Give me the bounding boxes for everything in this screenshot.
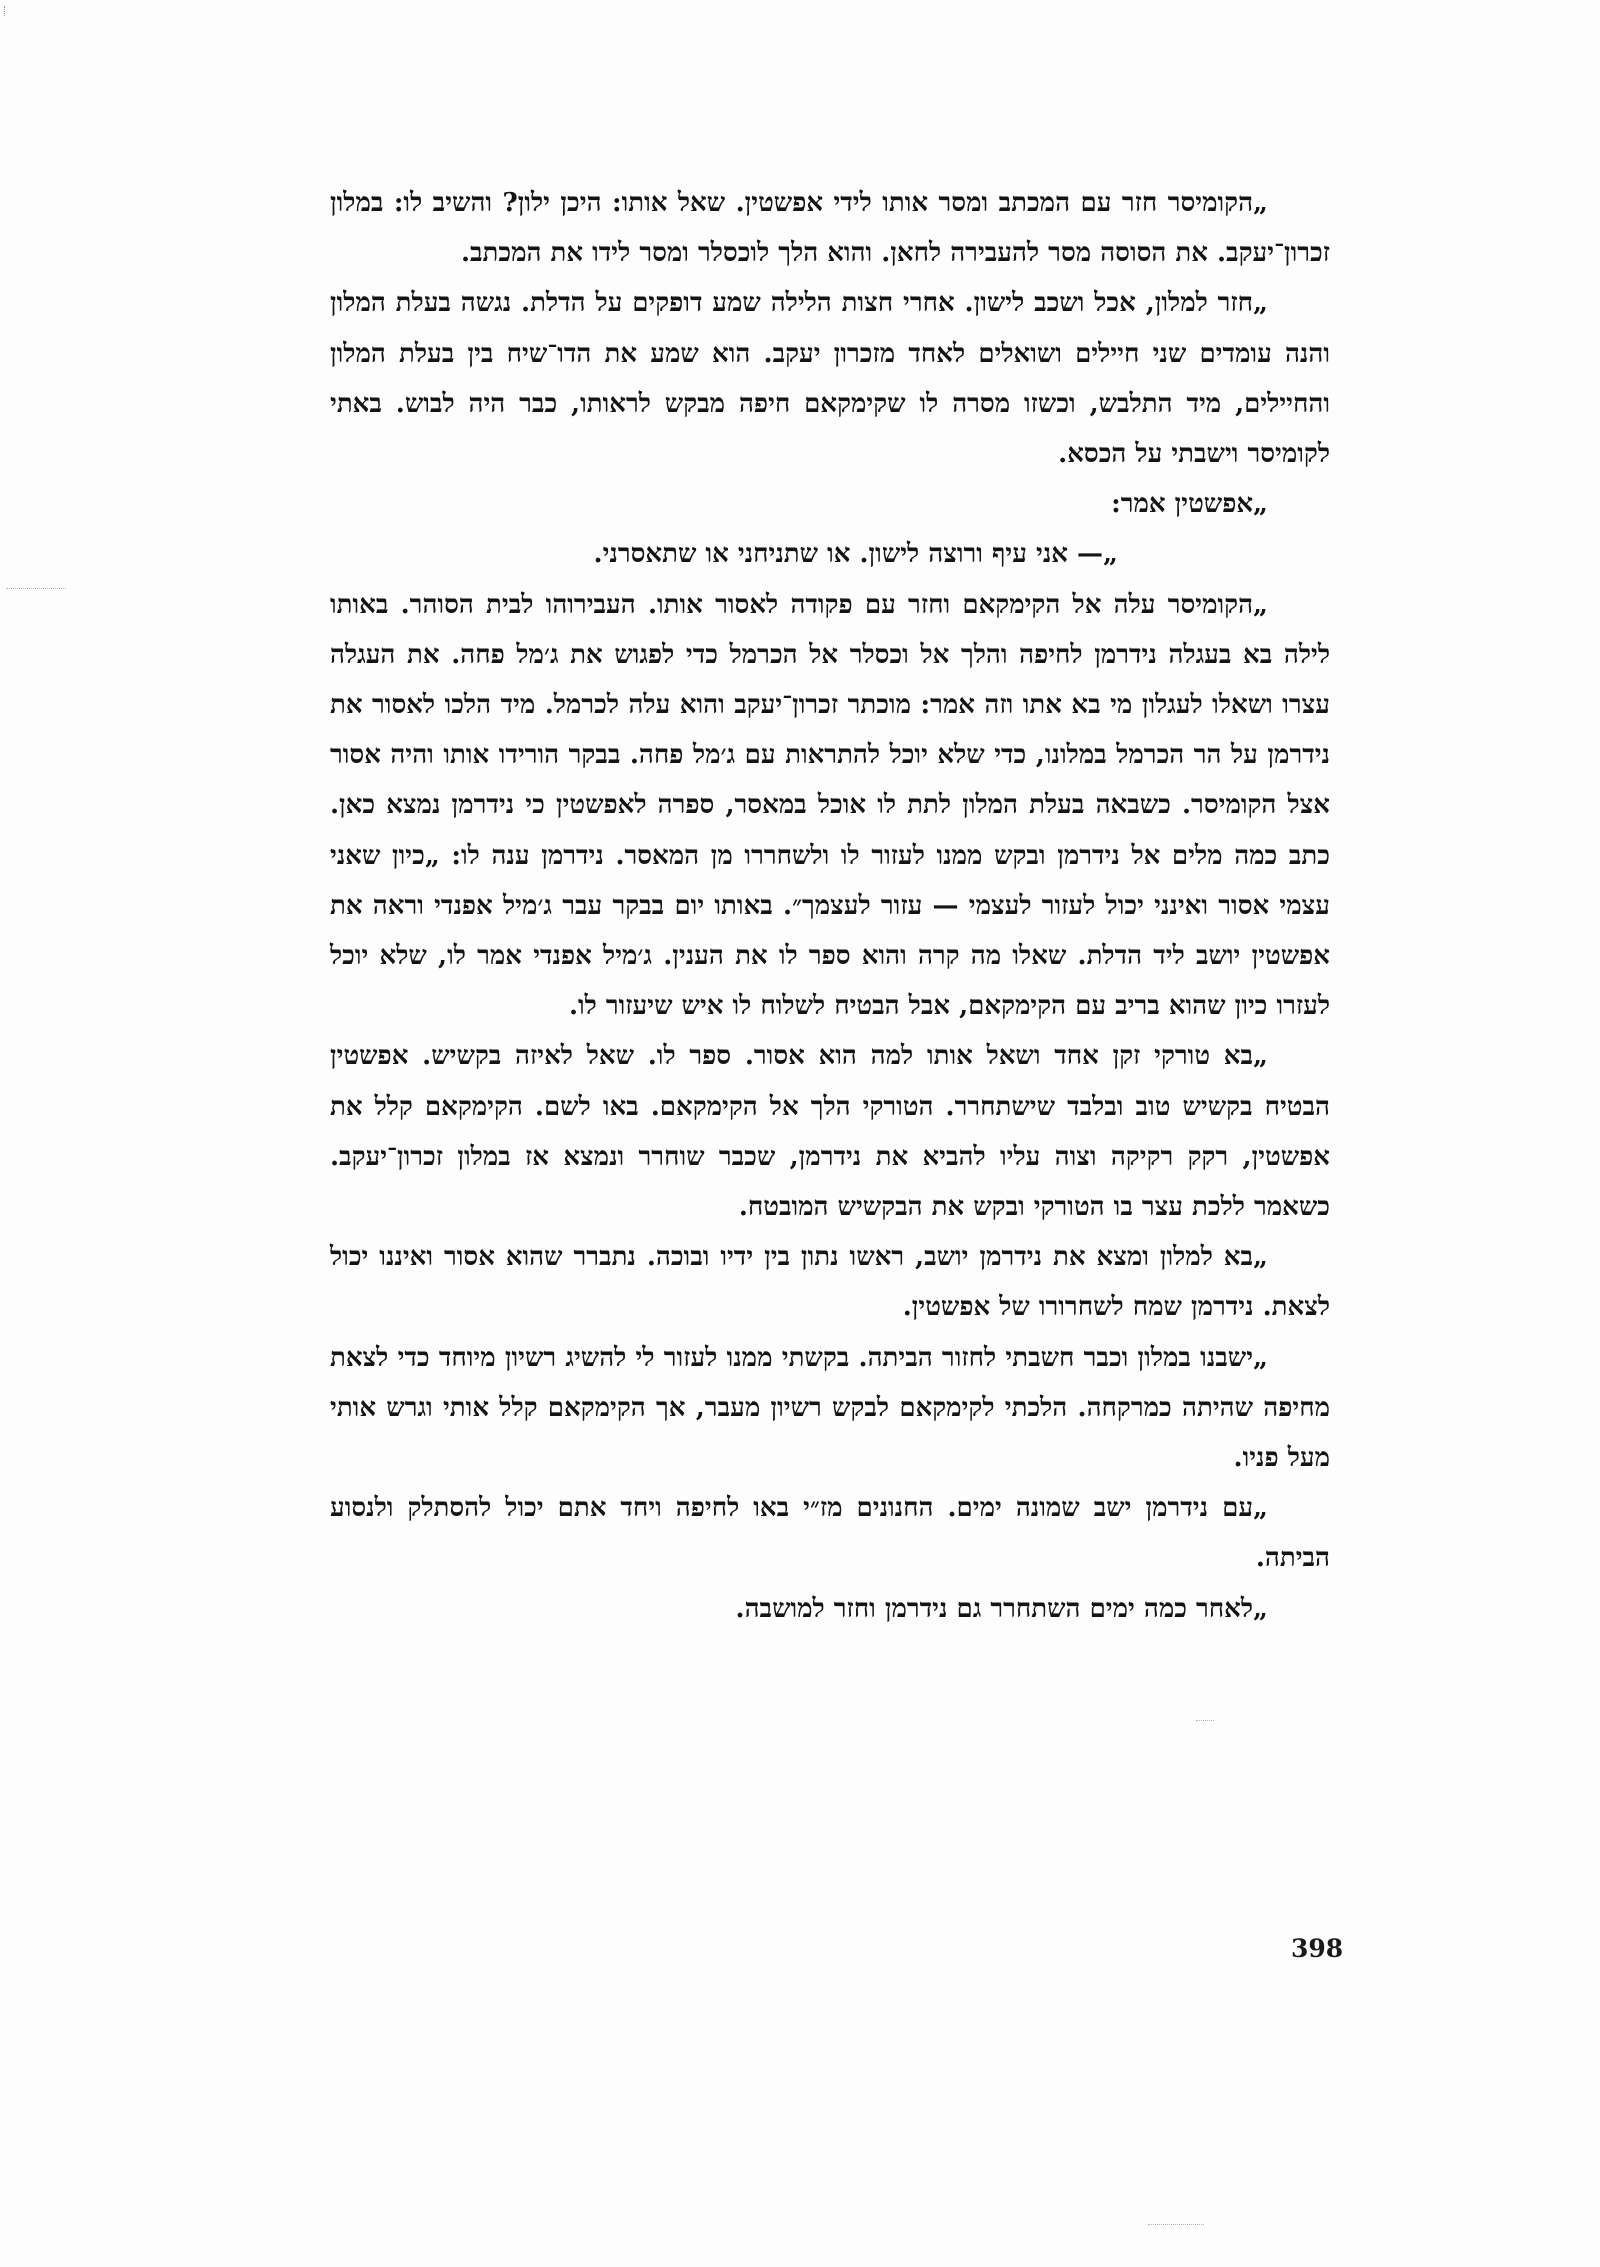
- paragraph: „אפשטין אמר:: [1111, 489, 1268, 520]
- paragraph: „הקומיסר חזר עם המכתב ומסר אותו לידי אפשטין. שאל אותו: היכן ילון? והשיב לו: במלון זכרון־יעקב. את הסוסה מסר להעבירה לחאן. והוא הלך לוכסלר ומסר לידו את המכתב.: [330, 188, 1330, 269]
- paragraph: „בא למלון ומצא את נידרמן יושב, ראשו נתון בין ידיו ובוכה. נתברר שהוא אסור ואיננו יכול לצאת. נידרמן שמח לשחרורו של אפשטין.: [330, 1242, 1330, 1323]
- corner-scan-mark: [4, 6, 11, 16]
- paragraph: „ישבנו במלון וכבר חשבתי לחזור הביתה. בקשתי ממנו לעזור לי להשיג רשיון מיוחד כדי לצאת מחיפה שהיתה כמרקחה. הלכתי לקימקאם לבקש רשיון מעבר, אך הקימקאם קלל אותי וגרש אותי מעל פניו.: [330, 1342, 1330, 1474]
- bottom-scan-mark: [1148, 2224, 1204, 2225]
- paragraph: „בא טורקי זקן אחד ושאל אותו למה הוא אסור. ספר לו. שאל לאיזה בקשיש. אפשטין הבטיח בקשיש טוב ובלבד שישתחרר. הטורקי הלך אל הקימקאם. באו לשם. הקימקאם קלל את אפשטין, רקק רקיקה וצוה עליו להביא את נידרמן, שכבר שוחרר ונמצא אז במלון זכרון־יעקב. כשאמר ללכת עצר בו הטורקי ובקש את הבקשיש המובטח.: [330, 1041, 1330, 1223]
- paragraph: „חזר למלון, אכל ושכב לישון. אחרי חצות הלילה שמע דופקים על הדלת. נגשה בעלת המלון והנה עומדים שני חיילים ושואלים לאחד מזכרון יעקב. הוא שמע את הדו־שיח בין בעלת המלון והחיילים, מיד התלבש, וכשזו מסרה לו שקימקאם חיפה מבקש לראותו, כבר היה לבוש. באתי לקומיסר וישבתי על הכסא.: [330, 288, 1330, 470]
- paragraph: „— אני עיף ורוצה לישון. או שתניחני או שתאסרני.: [593, 539, 1118, 570]
- left-margin-scan-mark: [6, 588, 66, 589]
- paragraph: „לאחר כמה ימים השתחרר גם נידרמן וחזר למושבה.: [735, 1593, 1268, 1624]
- page-number: 398: [1291, 1934, 1344, 1963]
- margin-dot-mark: [1196, 1720, 1214, 1721]
- paragraph: „הקומיסר עלה אל הקימקאם וחזר עם פקודה לאסור אותו. העבירוהו לבית הסוהר. באותו לילה בא בעגלה נידרמן לחיפה והלך אל וכסלר אל הכרמל כדי לפגוש את ג׳מל פחה. את העגלה עצרו ושאלו לעגלון מי בא אתו וזה אמר: מוכתר זכרון־יעקב והוא עלה לכרמל. מיד הלכו לאסור את נידרמן על הר הכרמל במלונו, כדי שלא יוכל להתראות עם ג׳מל פחה. בבקר הורידו אותו והיה אסור אצל הקומיסר. כשבאה בעלת המלון לתת לו אוכל במאסר, ספרה לאפשטין כי נידרמן נמצא כאן. כתב כמה מלים אל נידרמן ובקש ממנו לעזור לו ולשחררו מן המאסר. נידרמן ענה לו: „כיון שאני עצמי אסור ואינני יכול לעזור לעצמי — עזור לעצמך״. באותו יום בבקר עבר ג׳מיל אפנדי וראה את אפשטין יושב ליד הדלת. שאלו מה קרה והוא ספר לו את הענין. ג׳מיל אפנדי אמר לו, שלא יוכל לעזרו כיון שהוא בריב עם הקימקאם, אבל הבטיח לשלוח לו איש שיעזור לו.: [330, 589, 1330, 1022]
- body-text: [330, 178, 1330, 1634]
- paragraph: „עם נידרמן ישב שמונה ימים. החנונים מז״י באו לחיפה ויחד אתם יכול להסתלק ולנסוע הביתה.: [330, 1493, 1330, 1574]
